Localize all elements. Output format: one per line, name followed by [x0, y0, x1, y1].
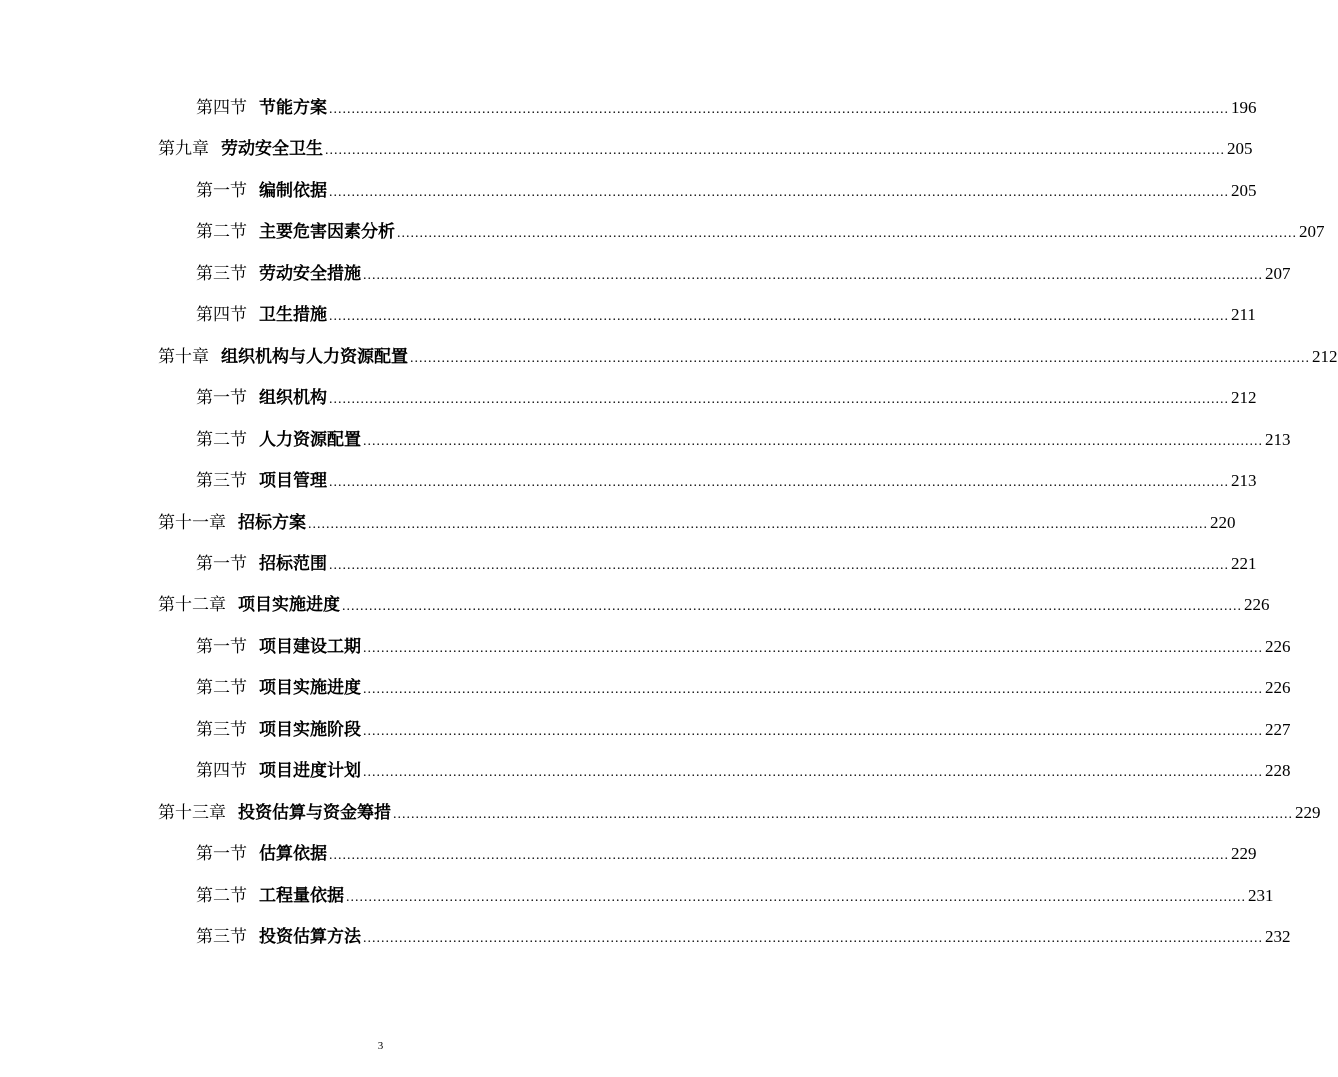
toc-section-row[interactable]	[196, 668, 1291, 708]
toc-entry-page: 207	[1265, 263, 1291, 283]
toc-entry-label: 第三节	[196, 927, 247, 947]
toc-entry-label: 第三节	[196, 719, 247, 740]
toc-section-row[interactable]	[196, 212, 1325, 252]
dot-leader: ........................................................................................................................................................................................................	[329, 557, 1229, 573]
toc-entry-title: 招标方案	[238, 512, 306, 533]
toc-section-row[interactable]	[196, 751, 1291, 791]
toc-entry-label: 第二节	[196, 429, 247, 450]
toc-entry-title: 卫生措施	[259, 305, 327, 326]
dot-leader: ........................................................................................................................................................................................................	[363, 765, 1263, 781]
toc-entry-title: 项目实施进度	[238, 595, 340, 616]
dot-leader: ........................................................................................................................................................................................................	[329, 184, 1229, 200]
toc-entry-title: 人力资源配置	[259, 429, 361, 450]
toc-section-row[interactable]	[196, 876, 1274, 916]
dot-leader: ........................................................................................................................................................................................................	[410, 350, 1310, 366]
toc-entry-label: 第十二章	[158, 595, 226, 616]
toc-section-row[interactable]	[196, 254, 1291, 294]
toc-entry-page: 211	[1231, 305, 1256, 325]
toc-entry-title: 劳动安全卫生	[221, 139, 323, 160]
toc-section-row[interactable]	[196, 88, 1257, 128]
dot-leader: ........................................................................................................................................................................................................	[363, 267, 1263, 283]
toc-entry-title: 项目建设工期	[259, 636, 361, 657]
toc-entry-page: 226	[1265, 678, 1291, 698]
toc-entry-page: 207	[1299, 222, 1325, 242]
toc-entry-page: 229	[1295, 802, 1321, 822]
toc-section-row[interactable]	[196, 834, 1257, 874]
toc-section-row[interactable]	[196, 627, 1291, 667]
toc-entry-label: 第二节	[196, 678, 247, 699]
toc-chapter-row[interactable]	[158, 337, 1338, 377]
toc-entry-title: 主要危害因素分析	[259, 222, 395, 243]
dot-leader: ........................................................................................................................................................................................................	[393, 806, 1293, 822]
toc-entry-label: 第十章	[158, 346, 209, 367]
toc-entry-title: 工程量依据	[259, 885, 344, 906]
toc-entry-page: 226	[1265, 636, 1291, 656]
toc-chapter-row[interactable]	[158, 793, 1321, 833]
dot-leader: ........................................................................................................................................................................................................	[329, 392, 1229, 408]
toc-entry-label: 第三节	[196, 263, 247, 284]
toc-chapter-row[interactable]	[158, 585, 1270, 625]
toc-section-row[interactable]	[196, 917, 1291, 957]
toc-entry-label: 第九章	[158, 139, 209, 160]
toc-section-row[interactable]	[196, 420, 1291, 460]
dot-leader: ........................................................................................................................................................................................................	[363, 682, 1263, 698]
toc-entry-page: 227	[1265, 719, 1291, 739]
toc-entry-title: 投资估算与资金筹措	[238, 802, 391, 823]
toc-entry-title: 招标范围	[259, 553, 327, 574]
dot-leader: ........................................................................................................................................................................................................	[329, 102, 1229, 117]
toc-chapter-row[interactable]	[158, 129, 1253, 169]
toc-section-row[interactable]	[196, 378, 1257, 418]
toc-entry-page: 196	[1231, 98, 1257, 117]
toc-section-row[interactable]	[196, 461, 1257, 501]
toc-entry-page: 231	[1248, 885, 1274, 905]
toc-entry-page: 226	[1244, 595, 1270, 615]
dot-leader: ........................................................................................................................................................................................................	[329, 309, 1229, 325]
toc-entry-label: 第一节	[196, 636, 247, 657]
dot-leader: ........................................................................................................................................................................................................	[363, 640, 1263, 656]
toc-entry-label: 第四节	[196, 305, 247, 326]
dot-leader: ........................................................................................................................................................................................................	[329, 848, 1229, 864]
page-number: 3	[377, 1040, 384, 1052]
toc-entry-title: 项目实施进度	[259, 678, 361, 699]
dot-leader: ........................................................................................................................................................................................................	[308, 516, 1208, 532]
toc-entry-page: 212	[1231, 388, 1257, 408]
toc-entry-label: 第一节	[196, 844, 247, 865]
dot-leader: ........................................................................................................................................................................................................	[325, 143, 1225, 159]
toc-entry-title: 节能方案	[259, 98, 327, 118]
toc-entry-label: 第十三章	[158, 802, 226, 823]
toc-entry-page: 205	[1227, 139, 1253, 159]
dot-leader: ........................................................................................................................................................................................................	[342, 599, 1242, 615]
toc-entry-page: 232	[1265, 927, 1291, 946]
toc-entry-title: 项目进度计划	[259, 761, 361, 782]
toc-entry-page: 228	[1265, 761, 1291, 781]
toc-entry-title: 组织机构与人力资源配置	[221, 346, 408, 367]
toc-entry-label: 第二节	[196, 222, 247, 243]
dot-leader: ........................................................................................................................................................................................................	[329, 475, 1229, 491]
toc-section-row[interactable]	[196, 710, 1291, 750]
dot-leader: ........................................................................................................................................................................................................	[363, 723, 1263, 739]
toc-entry-page: 229	[1231, 844, 1257, 864]
toc-entry-title: 投资估算方法	[259, 927, 361, 947]
toc-entry-label: 第四节	[196, 761, 247, 782]
toc-entry-page: 213	[1231, 471, 1257, 491]
toc-entry-title: 项目实施阶段	[259, 719, 361, 740]
toc-entry-title: 估算依据	[259, 844, 327, 865]
toc-entry-page: 205	[1231, 180, 1257, 200]
toc-entry-title: 劳动安全措施	[259, 263, 361, 284]
dot-leader: ........................................................................................................................................................................................................	[346, 889, 1246, 905]
toc-entry-page: 212	[1312, 346, 1338, 366]
toc-entry-page: 220	[1210, 512, 1236, 532]
toc-entry-label: 第二节	[196, 885, 247, 906]
toc-entry-title: 编制依据	[259, 180, 327, 201]
toc-entry-page: 221	[1231, 553, 1257, 573]
toc-entry-label: 第十一章	[158, 512, 226, 533]
toc-entry-label: 第四节	[196, 98, 247, 118]
toc-chapter-row[interactable]	[158, 503, 1236, 543]
toc-entry-label: 第三节	[196, 471, 247, 492]
dot-leader: ........................................................................................................................................................................................................	[397, 226, 1297, 242]
toc-entry-page: 213	[1265, 429, 1291, 449]
toc-entry-title: 组织机构	[259, 388, 327, 409]
dot-leader: ........................................................................................................................................................................................................	[363, 433, 1263, 449]
toc-entry-label: 第一节	[196, 180, 247, 201]
toc-section-row[interactable]	[196, 544, 1257, 584]
toc-entry-title: 项目管理	[259, 471, 327, 492]
toc-section-row[interactable]	[196, 295, 1256, 335]
dot-leader: ........................................................................................................................................................................................................	[363, 931, 1263, 946]
toc-section-row[interactable]	[196, 171, 1257, 211]
toc-entry-label: 第一节	[196, 553, 247, 574]
toc-entry-label: 第一节	[196, 388, 247, 409]
